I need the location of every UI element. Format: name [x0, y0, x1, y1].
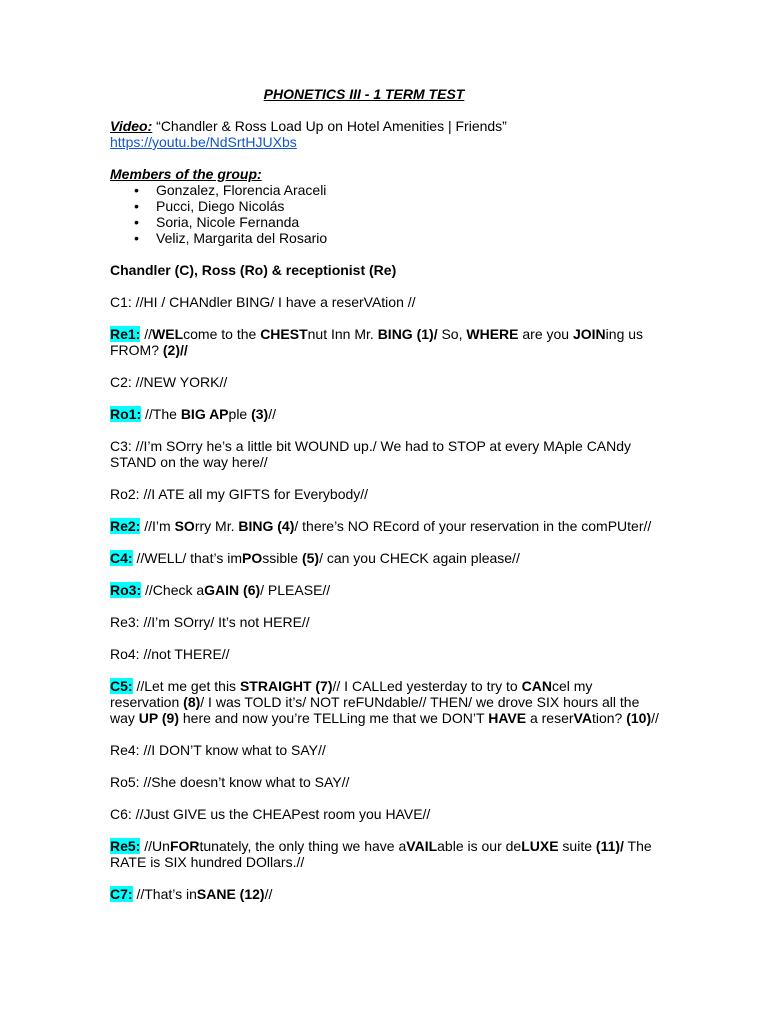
line-text: //I ATE all my GIFTS for Everybody//: [139, 486, 369, 502]
stressed-text: LUXE: [521, 838, 559, 854]
member-item: • Soria, Nicole Fernanda: [156, 214, 662, 230]
line-text: //WELL/ that’s im: [132, 550, 243, 566]
speaker-label: Re2:: [110, 518, 141, 534]
stressed-text: (10): [626, 710, 652, 726]
line-text: able is our de: [437, 838, 522, 854]
stressed-text: CAN: [521, 678, 552, 694]
line-text: //: [140, 326, 153, 342]
line-text: So,: [437, 326, 467, 342]
line-text: suite: [558, 838, 596, 854]
speaker-label: C2:: [110, 374, 132, 390]
dialogue-line: [110, 742, 662, 758]
cast-line: Chandler (C), Ross (Ro) & receptionist (Re): [110, 262, 397, 278]
speaker-label: Re1:: [110, 326, 141, 342]
line-text: / PLEASE//: [260, 582, 331, 598]
line-text: tion?: [591, 710, 627, 726]
video-info: [110, 118, 662, 150]
video-title: “Chandler & Ross Load Up on Hotel Amenities | Friends”: [152, 118, 507, 134]
dialogue-line: [110, 438, 662, 470]
stressed-text: FOR: [169, 838, 200, 854]
dialogue-line: [110, 774, 662, 790]
line-text: / can you CHECK again please//: [319, 550, 520, 566]
video-label: Video:: [110, 118, 153, 134]
stressed-text: VAIL: [406, 838, 438, 854]
speaker-label: C6:: [110, 806, 132, 822]
dialogue-line: [110, 614, 662, 630]
dialogue-line: [110, 294, 662, 310]
member-item: • Gonzalez, Florencia Araceli: [156, 182, 662, 198]
dialogue-line: [110, 806, 662, 822]
document-body: [110, 86, 662, 902]
speaker-label: C5:: [110, 678, 133, 694]
dialogue-line: [110, 550, 662, 566]
line-text: //: [268, 406, 277, 422]
line-text: The RATE is SIX hundred DOllars.//: [110, 838, 652, 870]
members-list: [110, 182, 662, 246]
speaker-label: C3:: [110, 438, 132, 454]
stressed-text: GAIN (6): [204, 582, 261, 598]
line-text: //Check a: [141, 582, 205, 598]
line-text: //Just GIVE us the CHEAPest room you HAVE//: [131, 806, 431, 822]
stressed-text: (8): [183, 694, 201, 710]
speaker-label: Re4:: [110, 742, 140, 758]
dialogue-line: [110, 838, 662, 870]
stressed-text: STRAIGHT (7): [239, 678, 333, 694]
line-text: ssible: [262, 550, 302, 566]
line-text: //I’m SOrry he’s a little bit WOUND up./ We had to STOP at every MAple CANdy STAND on the way here//: [110, 438, 632, 470]
dialogue-line: [110, 374, 662, 390]
video-link[interactable]: https://youtu.be/NdSrtHJUXbs: [110, 134, 297, 150]
line-text: cel my reservation: [110, 678, 593, 710]
line-text: //: [651, 710, 659, 726]
speaker-label: C4:: [110, 550, 133, 566]
line-text: rry Mr.: [194, 518, 239, 534]
dialogue-line: [110, 646, 662, 662]
line-text: //Un: [140, 838, 170, 854]
line-text: //I’m SOrry/ It’s not HERE//: [139, 614, 310, 630]
line-text: //I’m: [140, 518, 175, 534]
stressed-text: (3): [251, 406, 269, 422]
speaker-label: C1:: [110, 294, 132, 310]
line-text: here and now you’re TELLing me that we DON’T: [179, 710, 489, 726]
dialogue-line: [110, 886, 662, 902]
stressed-text: (5): [301, 550, 320, 566]
line-text: //Let me get this: [132, 678, 240, 694]
line-text: / I was TOLD it’s/ NOT reFUNdable// THEN/ we drove SIX hours all the way: [110, 694, 640, 726]
members-heading: [110, 166, 662, 182]
line-text: nut Inn Mr.: [307, 326, 378, 342]
line-text: //The: [141, 406, 181, 422]
stressed-text: BIG AP: [180, 406, 229, 422]
member-item: • Veliz, Margarita del Rosario: [156, 230, 662, 246]
line-text: a reser: [526, 710, 574, 726]
line-text: / there’s NO REcord of your reservation in the comPUter//: [294, 518, 652, 534]
stressed-text: WHERE: [466, 326, 519, 342]
line-text: // I CALLed yesterday to try to: [332, 678, 522, 694]
line-text: //NEW YORK//: [131, 374, 228, 390]
line-text: //She doesn’t know what to SAY//: [139, 774, 350, 790]
speaker-label: C7:: [110, 886, 133, 902]
speaker-label: Ro1:: [110, 406, 142, 422]
line-text: //: [264, 886, 273, 902]
speaker-label: Ro2:: [110, 486, 140, 502]
line-text: are you: [518, 326, 573, 342]
line-text: //HI / CHANdler BING/ I have a reserVAtion //: [131, 294, 416, 310]
line-text: come to the: [183, 326, 261, 342]
stressed-text: VA: [573, 710, 592, 726]
document-title: PHONETICS III - 1 TERM TEST: [263, 86, 465, 102]
member-item: • Pucci, Diego Nicolás: [156, 198, 662, 214]
line-text: tunately, the only thing we have a: [199, 838, 407, 854]
speaker-label: Ro4:: [110, 646, 140, 662]
dialogue: [110, 294, 662, 902]
speaker-label: Re3:: [110, 614, 140, 630]
stressed-text: SO: [174, 518, 195, 534]
speaker-label: Ro3:: [110, 582, 142, 598]
stressed-text: BING (1)/: [377, 326, 438, 342]
stressed-text: PO: [242, 550, 263, 566]
dialogue-line: [110, 406, 662, 422]
members-label: Members of the group:: [110, 166, 262, 182]
dialogue-line: [110, 326, 662, 358]
stressed-text: (11)/: [595, 838, 624, 854]
stressed-text: WEL: [152, 326, 184, 342]
line-text: //That’s in: [132, 886, 197, 902]
dialogue-line: [110, 582, 662, 598]
speaker-label: Re5:: [110, 838, 141, 854]
dialogue-line: [110, 486, 662, 502]
stressed-text: BING (4): [238, 518, 295, 534]
stressed-text: (2)//: [162, 342, 188, 358]
stressed-text: HAVE: [488, 710, 527, 726]
stressed-text: JOIN: [572, 326, 606, 342]
speaker-label: Ro5:: [110, 774, 140, 790]
line-text: ing us FROM?: [110, 326, 644, 358]
line-text: //I DON’T know what to SAY//: [139, 742, 326, 758]
stressed-text: CHEST: [260, 326, 308, 342]
line-text: ple: [228, 406, 252, 422]
dialogue-line: [110, 678, 662, 726]
line-text: //not THERE//: [139, 646, 230, 662]
stressed-text: UP (9): [138, 710, 179, 726]
dialogue-line: [110, 518, 662, 534]
stressed-text: SANE (12): [196, 886, 265, 902]
